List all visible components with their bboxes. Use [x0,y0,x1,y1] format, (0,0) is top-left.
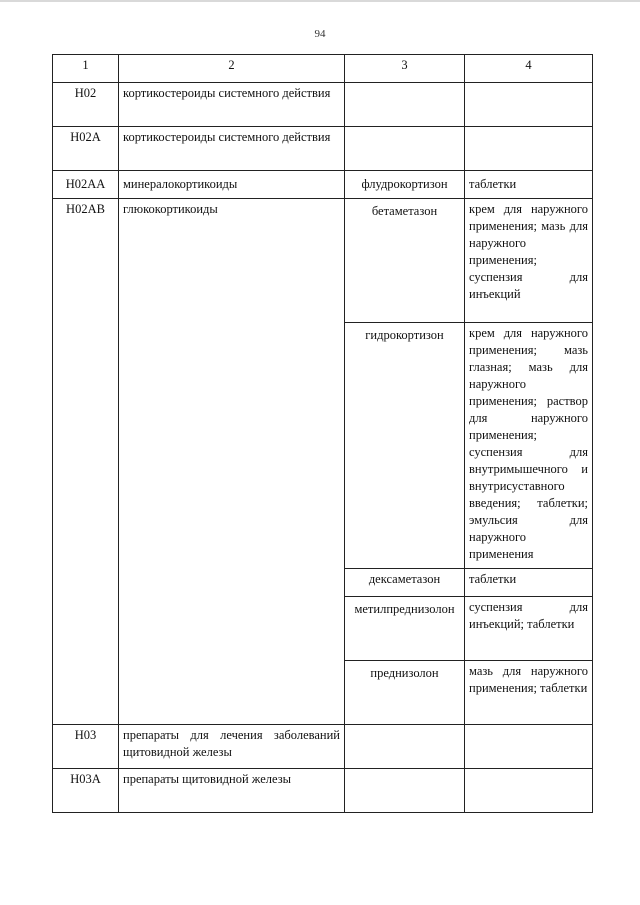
dosage-forms [465,769,593,813]
atc-code: H02A [53,127,119,171]
header-col-3: 3 [345,55,465,83]
drug-name: бетаметазон [345,199,465,323]
dosage-forms: суспензия для инъекций; таблетки [465,597,593,661]
page-number: 94 [314,28,326,40]
dosage-forms: таблетки [465,569,593,597]
table-row [53,769,593,813]
table-row [53,171,593,199]
atc-code [53,323,119,569]
atc-group-name [119,661,345,725]
table-row [53,323,593,569]
dosage-forms [465,83,593,127]
page-top-edge [0,0,640,2]
atc-group-name: кортикостероиды системного действия [119,83,345,127]
dosage-forms: мазь для наружного применения; таблетки [465,661,593,725]
atc-group-name: глюкокортикоиды [119,199,345,323]
dosage-forms: крем для наружного применения; мазь глазная; мазь для наружного применения; раствор для наружного применения; суспензия для внутримышечного и внутрисуставного введения; таблетки; эмульсия для наружного применения [465,323,593,569]
table-row [53,725,593,769]
atc-group-name [119,597,345,661]
atc-code [53,597,119,661]
table-row [53,127,593,171]
atc-group-name: кортикостероиды системного действия [119,127,345,171]
atc-group-name: препараты для лечения заболеваний щитовидной железы [119,725,345,769]
table-row [53,569,593,597]
atc-code [53,569,119,597]
atc-code: H02 [53,83,119,127]
atc-group-name [119,569,345,597]
atc-group-name [119,323,345,569]
table-row [53,661,593,725]
atc-code: H03 [53,725,119,769]
atc-code: H02AA [53,171,119,199]
drug-name: флудрокортизон [345,171,465,199]
table-row [53,83,593,127]
dosage-forms [465,725,593,769]
drug-name: гидрокортизон [345,323,465,569]
table-header-row [53,55,593,83]
atc-code: H02AB [53,199,119,323]
header-col-4: 4 [465,55,593,83]
dosage-forms: крем для наружного применения; мазь для наружного применения; суспензия для инъекций [465,199,593,323]
drug-classification-table [52,54,593,813]
dosage-forms: таблетки [465,171,593,199]
drug-name [345,769,465,813]
header-col-1: 1 [53,55,119,83]
drug-name: преднизолон [345,661,465,725]
drug-name [345,83,465,127]
atc-code: H03A [53,769,119,813]
drug-name [345,725,465,769]
table-row [53,199,593,323]
drug-name: метилпреднизолон [345,597,465,661]
dosage-forms [465,127,593,171]
drug-name [345,127,465,171]
table-row [53,597,593,661]
drug-name: дексаметазон [345,569,465,597]
atc-group-name: минералокортикоиды [119,171,345,199]
atc-code [53,661,119,725]
header-col-2: 2 [119,55,345,83]
atc-group-name: препараты щитовидной железы [119,769,345,813]
